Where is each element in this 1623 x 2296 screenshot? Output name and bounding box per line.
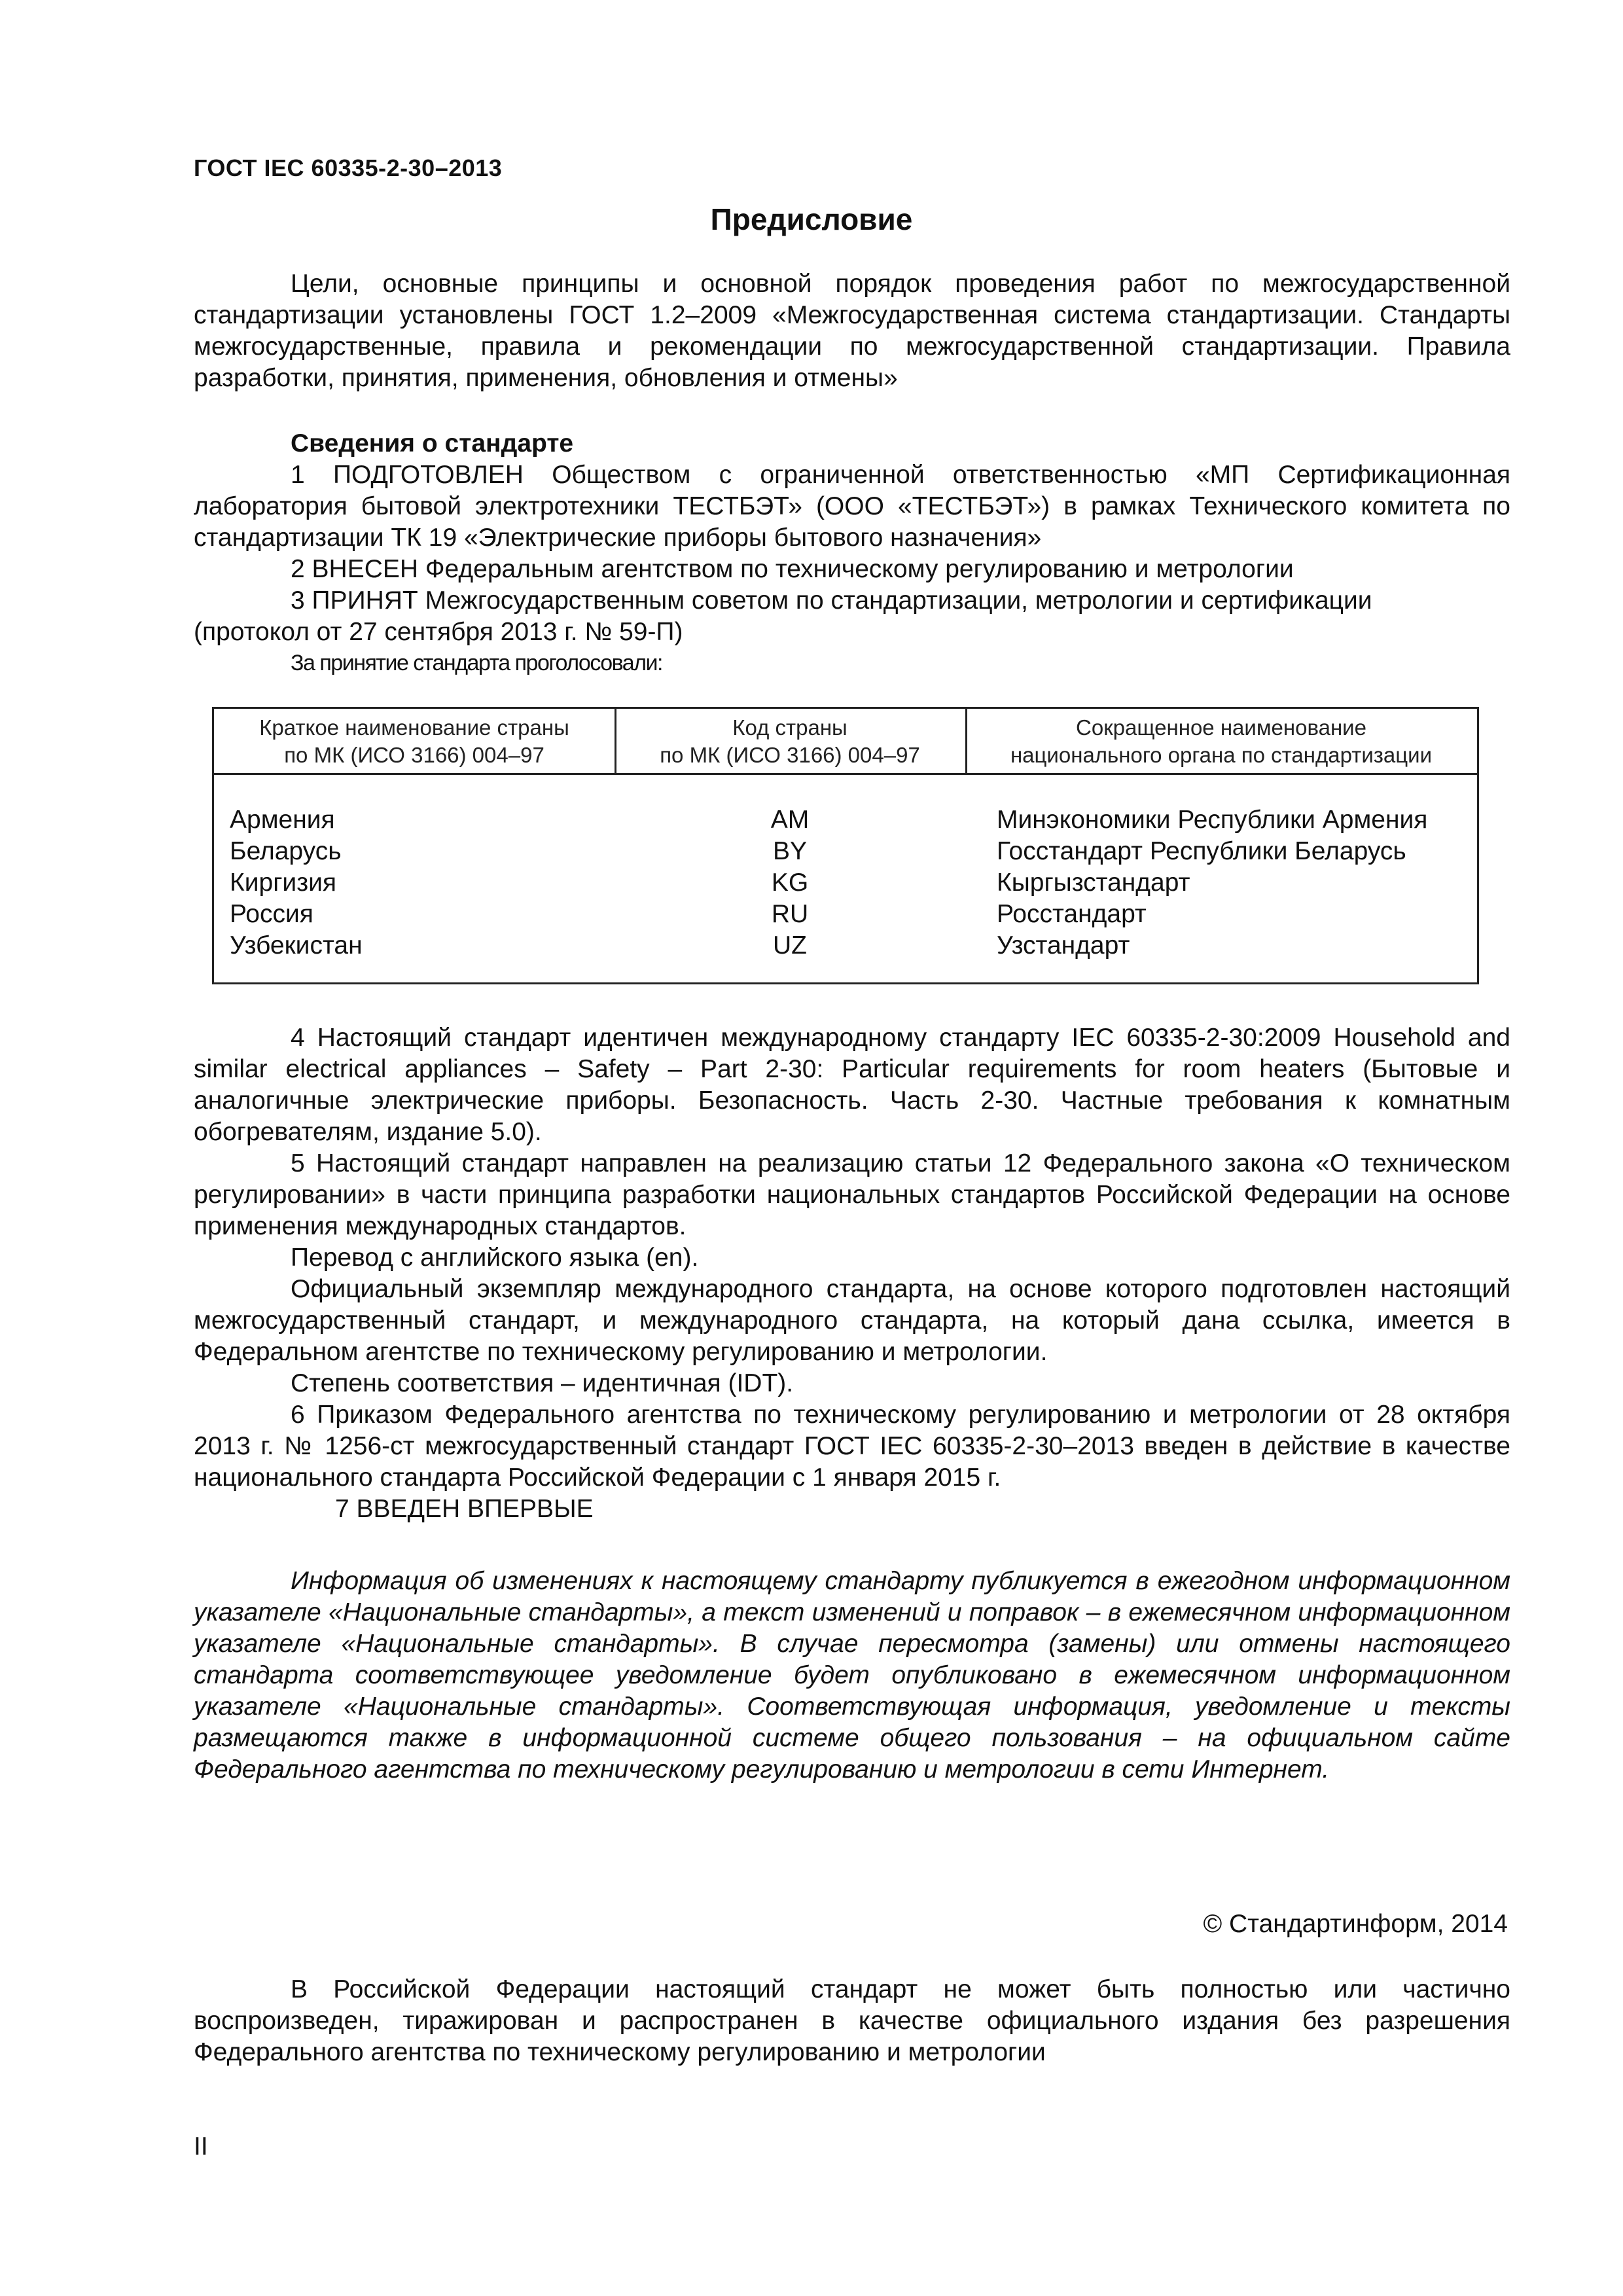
countries-table <box>212 707 1479 984</box>
info-heading: Сведения о стандарте <box>291 429 574 457</box>
degree-note: Степень соответствия – идентичная (IDT). <box>291 1369 794 1397</box>
table-cell: Госстандарт Республики Беларусь <box>997 837 1406 865</box>
item-4: 4 Настоящий стандарт идентичен международному стандарту IEC 60335-2-30:2009 Household and similar electrical appliances – Safety – Part 2-30: Particular requirements for room heaters (Бытовые и аналогичные электрические приборы. Безопасность. Часть 2-30. Частные требования к комнатным обогревателям, издание 5.0). <box>194 1024 1510 1146</box>
table-cell: RU <box>771 900 809 928</box>
changes-notice: Информация об изменениях к настоящему стандарту публикуется в ежегодном информационном указателе «Национальные стандарты», а текст изменений и поправок – в ежемесячном информационном указателе «Национальные стандарты». В случае пересмотра (замены) или отмены настоящего стандарта соответствующее уведомление будет опубликовано в ежемесячном информационном указателе «Национальные стандарты». Соответствующая информация, уведомление и тексты размещаются также в информационной системе общего пользования – на официальном сайте Федерального агентства по техническому регулированию и метрологии в сети Интернет. <box>194 1567 1510 1784</box>
table-cell: Узбекистан <box>230 931 363 960</box>
page-title: Предисловие <box>710 202 913 236</box>
copyright: © Стандартинформ, 2014 <box>1203 1910 1508 1938</box>
table-cell: Росстандарт <box>997 900 1147 928</box>
table-cell: Кыргызстандарт <box>997 869 1190 897</box>
table-cell: Россия <box>230 900 313 928</box>
document-code: ГОСТ IEC 60335-2-30–2013 <box>194 154 503 181</box>
table-cell: Беларусь <box>230 837 342 865</box>
table-header-org: Сокращенное наименование национального органа по стандартизации <box>1010 715 1433 767</box>
official-copy-note: Официальный экземпляр международного стандарта, на основе которого подготовлен настоящий межгосударственный стандарт, и международного стандарта, на который дана ссылка, имеется в Федеральном агентстве по техническому регулированию и метрологии. <box>194 1275 1510 1366</box>
info-item-3: 3 ПРИНЯТ Межгосударственным советом по стандартизации, метрологии и сертификации <box>291 586 1372 615</box>
table-cell: BY <box>772 837 808 865</box>
reproduction-notice: В Российской Федерации настоящий стандарт не может быть полностью или частично воспроизведен, тиражирован и распространен в качестве официального издания без разрешения Федерального агентства по техническому регулированию и метрологии <box>194 1975 1510 2066</box>
table-header-code: Код страны по МК (ИСО 3166) 004–97 <box>660 715 920 767</box>
item-7: 7 ВВЕДЕН ВПЕРВЫЕ <box>335 1495 594 1523</box>
page-number: II <box>194 2132 208 2161</box>
table-column-org <box>997 804 1427 961</box>
table-cell: Минэкономики Республики Армения <box>997 806 1428 834</box>
table-column-code <box>615 804 965 961</box>
table-header-country: Краткое наименование страны по МК (ИСО 3166) 004–97 <box>259 715 569 767</box>
table-cell: Армения <box>230 806 335 834</box>
table-header-divider <box>214 773 1477 775</box>
table-cell: AM <box>770 806 810 834</box>
table-cell: KG <box>771 869 809 897</box>
info-item-1: 1 ПОДГОТОВЛЕН Обществом с ограниченной ответственностью «МП Сертификационная лаборатория бытовой электротехники ТЕСТБЭТ» (ООО «ТЕСТБЭТ») в рамках Технического комитета по стандартизации ТК 19 «Электрические приборы бытового назначения» <box>194 461 1510 552</box>
intro-paragraph: Цели, основные принципы и основной порядок проведения работ по межгосударственной стандартизации установлены ГОСТ 1.2–2009 «Межгосударственная система стандартизации. Стандарты межгосударственные, правила и рекомендации по межгосударственной стандартизации. Правила разработки, принятия, применения, обновления и отмены» <box>194 270 1510 392</box>
translation-note: Перевод с английского языка (en). <box>291 1244 699 1272</box>
table-cell: UZ <box>773 931 807 960</box>
item-6: 6 Приказом Федерального агентства по техническому регулированию и метрологии от 28 октября 2013 г. № 1256-ст межгосударственный стандарт ГОСТ IEC 60335-2-30–2013 введен в действие в качестве национального стандарта Российской Федерации с 1 января 2015 г. <box>194 1401 1510 1492</box>
info-item-3-protocol: (протокол от 27 сентября 2013 г. № 59-П) <box>194 618 683 646</box>
table-column-country <box>230 804 363 961</box>
info-item-2: 2 ВНЕСЕН Федеральным агентством по техническому регулированию и метрологии <box>291 555 1294 583</box>
table-cell: Киргизия <box>230 869 336 897</box>
item-5: 5 Настоящий стандарт направлен на реализацию статьи 12 Федерального закона «О техническом регулировании» в части принципа разработки национальных стандартов Российской Федерации на основе применения международных стандартов. <box>194 1149 1510 1240</box>
table-cell: Узстандарт <box>997 931 1130 960</box>
voted-label: За принятие стандарта проголосовали: <box>291 651 662 675</box>
